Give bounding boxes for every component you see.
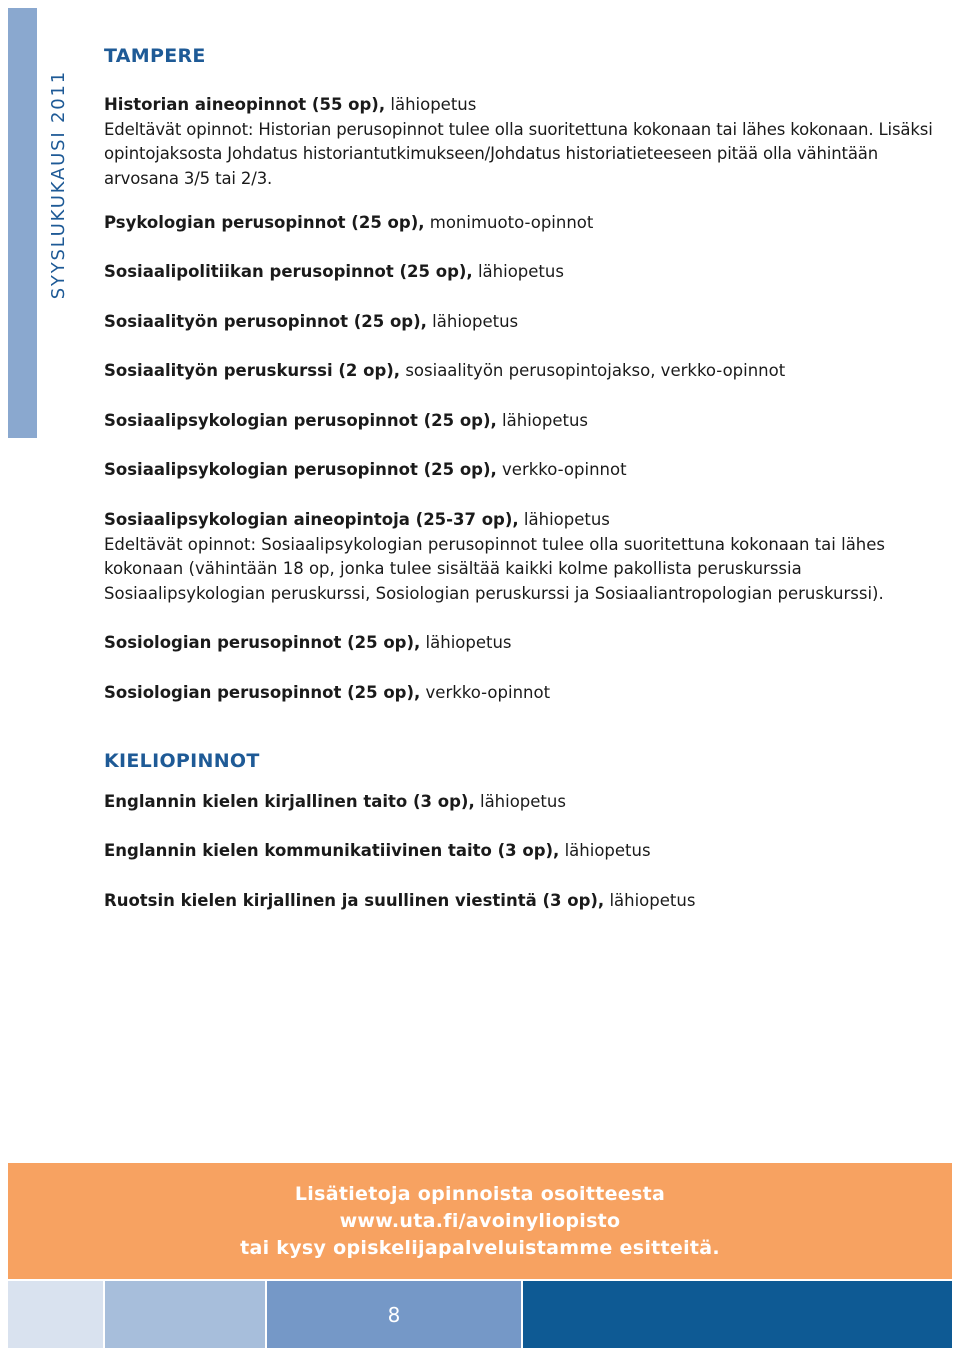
info-banner <box>8 1163 952 1279</box>
sidebar-label: SYYSLUKUKAUSI 2011 <box>47 70 69 300</box>
course-mode: verkko-opinnot <box>420 682 551 702</box>
course-title: Ruotsin kielen kirjallinen ja suullinen viestintä (3 op), <box>104 890 605 910</box>
course-mode: lähiopetus <box>559 841 651 861</box>
course-mode: lähiopetus <box>474 791 566 811</box>
course-entry <box>104 93 934 192</box>
course-mode: lähiopetus <box>426 311 519 331</box>
page-number: 8 <box>387 1302 401 1327</box>
course-mode: monimuoto-opinnot <box>424 212 594 232</box>
course-mode: lähiopetus <box>604 890 696 910</box>
course-title: Psykologian perusopinnot (25 op), <box>104 212 425 232</box>
section-heading-tampere: TAMPERE <box>104 45 206 67</box>
course-title: Sosiologian perusopinnot (25 op), <box>104 633 421 653</box>
course-mode: lähiopetus <box>496 410 589 430</box>
course-title: Englannin kielen kommunikatiivinen taito (3 op), <box>104 841 560 861</box>
course-title: Sosiaalipolitiikan perusopinnot (25 op), <box>104 262 473 282</box>
course-title: Sosiaalipsykologian perusopinnot (25 op), <box>104 410 497 430</box>
footer-block-light <box>8 1281 103 1348</box>
course-title: Sosiaalipsykologian perusopinnot (25 op), <box>104 460 497 480</box>
course-title: Historian aineopinnot (55 op), <box>104 95 386 114</box>
footer-block-mid <box>105 1281 265 1348</box>
course-mode: lähiopetus <box>420 633 512 653</box>
course-entry <box>104 211 934 236</box>
side-color-strip <box>8 8 37 438</box>
course-mode: verkko-opinnot <box>496 460 627 480</box>
course-title: Sosiaalityön perusopinnot (25 op), <box>104 311 427 331</box>
course-mode: lähiopetus <box>472 262 564 282</box>
footer-block-page <box>267 1281 521 1348</box>
course-title: Sosiologian perusopinnot (25 op), <box>104 682 421 702</box>
course-title: Sosiaalipsykologian aineopintoja (25-37 op), <box>104 509 519 529</box>
course-entry <box>104 458 934 483</box>
course-entry <box>104 631 934 656</box>
sidebar <box>37 70 79 350</box>
footer-block-dark <box>523 1281 952 1348</box>
course-mode: sosiaalityön perusopintojakso, verkko-opinnot <box>400 361 786 381</box>
course-prerequisite-note: Edeltävät opinnot: Historian perusopinnot tulee olla suoritettuna kokonaan tai lähes kokonaan. Lisäksi opintojaksosta Johdatus historiantutkimukseen/Johdatus historiatieteeseen pitää olla vähintään arvosana 3/5 tai 2/3. <box>104 119 933 189</box>
course-mode: lähiopetus <box>518 509 610 529</box>
language-course-entry <box>104 790 934 815</box>
course-entry <box>104 310 934 335</box>
course-entry <box>104 409 934 434</box>
course-entry <box>104 260 934 285</box>
course-title: Sosiaalityön peruskurssi (2 op), <box>104 361 401 381</box>
banner-line-url: www.uta.fi/avoinyliopisto <box>339 1209 621 1232</box>
course-entry <box>104 681 934 706</box>
course-prerequisite-note: Edeltävät opinnot: Sosiaalipsykologian perusopinnot tulee olla suoritettuna kokonaan tai lähes kokonaan (vähintään 18 op, jonka tulee sisältää kaikki kolme pakollista peruskurssia Sosiaalipsykologian peruskurssi, Sosiologian peruskurssi ja Sosiaaliantropologian peruskurssi). <box>104 534 886 603</box>
main-content <box>104 42 934 938</box>
footer-bar <box>8 1281 952 1348</box>
language-course-entry <box>104 839 934 864</box>
course-entry <box>104 508 934 607</box>
course-title: Englannin kielen kirjallinen taito (3 op), <box>104 791 475 811</box>
language-course-entry <box>104 889 934 914</box>
course-entry <box>104 359 934 384</box>
section-heading-kieliopinnot: KIELIOPINNOT <box>104 749 260 772</box>
banner-line-ask: tai kysy opiskelijapalveluistamme esitteitä. <box>240 1236 720 1259</box>
course-mode: lähiopetus <box>385 95 477 114</box>
banner-line-info: Lisätietoja opinnoista osoitteesta <box>294 1182 666 1205</box>
